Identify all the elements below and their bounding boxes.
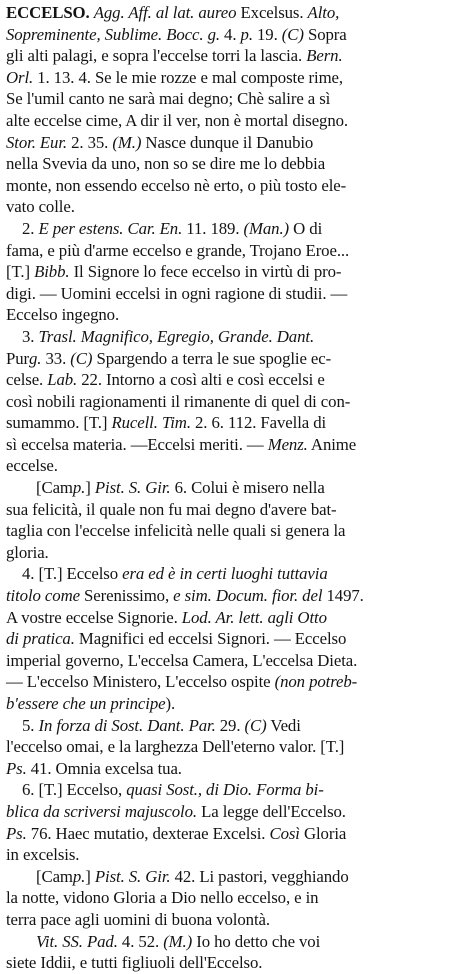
entry-line: di pratica. Magnifici ed eccelsi Signori. — Eccelso	[6, 629, 347, 649]
entry-line: blica da scriversi majuscolo. La legge dell'Eccelso.	[6, 801, 346, 821]
entry-line: vato colle.	[6, 197, 75, 217]
entry-line: Orl. 1. 13. 4. Se le mie rozze e mal composte rime,	[6, 67, 343, 87]
entry-line: nella Svevia da uno, non so se dire me lo debbia	[6, 154, 326, 174]
entry-line: Vit. SS. Pad. 4. 52. (M.) Io ho detto che voi	[36, 931, 321, 951]
entry-line: terra pace agli uomini di buona volontà.	[6, 909, 270, 929]
entry-line: [Camp.] Pist. S. Gir. 42. Li pastori, vegghiando	[36, 866, 349, 886]
entry-line: l'eccelso omai, e la larghezza Dell'eterno valor. [T.]	[6, 737, 345, 757]
entry-line: 3. Trasl. Magnifico, Egregio, Grande. Dant.	[22, 326, 315, 346]
entry-line: alte eccelse cime, A dir il ver, non è mortal disegno.	[6, 110, 349, 130]
entry-line: siete Iddii, e tutti figliuoli dell'Eccelso.	[6, 953, 263, 973]
entry-line: [Camp.] Pist. S. Gir. 6. Colui è misero nella	[36, 478, 325, 498]
entry-line: 6. [T.] Eccelso, quasi Sost., di Dio. Forma bi-	[22, 780, 324, 800]
entry-line: la notte, vidono Gloria a Dio nello eccelso, e in	[6, 888, 319, 908]
entry-line: Ps. 76. Haec mutatio, dexterae Excelsi. Così Gloria	[6, 823, 347, 843]
entry-line: sumammo. [T.] Rucell. Tim. 2. 6. 112. Favella di	[6, 413, 327, 433]
entry-line: così nobili ragionamenti il rimanente di quel di con-	[6, 391, 351, 411]
entry-line: gli alti palagi, e sopra l'eccelse torri la lascia. Bern.	[6, 46, 343, 66]
entry-line: Ps. 41. Omnia excelsa tua.	[6, 758, 182, 778]
entry-line: sua felicità, il quale non fu mai degno d'avere bat-	[6, 499, 337, 519]
entry-line: imperial governo, L'eccelsa Camera, L'eccelsa Dieta.	[6, 650, 358, 670]
entry-line: Eccelso ingegno.	[6, 305, 120, 325]
entry-line: — L'eccelso Ministero, L'eccelso ospite (non potreb-	[6, 672, 358, 692]
entry-line: Se l'umil canto ne sarà mai degno; Chè salire a sì	[6, 89, 331, 109]
dictionary-entry	[6, 2, 467, 974]
entry-line: gloria.	[6, 542, 49, 562]
entry-line: monte, non essendo eccelso nè erto, o più tosto ele-	[6, 175, 347, 195]
entry-line: [T.] Bibb. Il Signore lo fece eccelso in virtù di pro-	[6, 262, 342, 282]
entry-line: A vostre eccelse Signorie. Lod. Ar. lett. agli Otto	[6, 607, 327, 627]
entry-line: ECCELSO. Agg. Aff. al lat. aureo Excelsus. Alto,	[6, 3, 340, 22]
entry-line: in excelsis.	[6, 845, 80, 865]
headword: ECCELSO.	[6, 3, 90, 22]
entry-line: eccelse.	[6, 456, 58, 476]
entry-line: 5. In forza di Sost. Dant. Par. 29. (C) Vedi	[22, 715, 301, 735]
entry-line: Purg. 33. (C) Spargendo a terra le sue spoglie ec-	[6, 348, 332, 368]
entry-line: Sopreminente, Sublime. Bocc. g. 4. p. 19. (C) Sopra	[6, 24, 347, 44]
entry-line: Stor. Eur. 2. 35. (M.) Nasce dunque il Danubio	[6, 132, 314, 152]
entry-text	[6, 2, 467, 974]
entry-line: celse. Lab. 22. Intorno a così alti e così eccelsi e	[6, 370, 325, 390]
entry-line: 4. [T.] Eccelso era ed è in certi luoghi tuttavia	[22, 564, 328, 584]
entry-line: fama, e più d'arme eccelso e grande, Trojano Eroe...	[6, 240, 350, 260]
entry-line: sì eccelsa materia. —Eccelsi meriti. — Menz. Anime	[6, 434, 357, 454]
entry-line: taglia con l'eccelse infelicità nelle quali si genera la	[6, 521, 346, 541]
entry-line: digi. — Uomini eccelsi in ogni ragione di studii. —	[6, 283, 348, 303]
entry-line: 2. E per estens. Car. En. 11. 189. (Man.) O di	[22, 218, 323, 238]
entry-line: b'essere che un principe).	[6, 694, 176, 713]
entry-line: titolo come Serenissimo, e sim. Docum. fior. del 1497.	[6, 586, 364, 606]
